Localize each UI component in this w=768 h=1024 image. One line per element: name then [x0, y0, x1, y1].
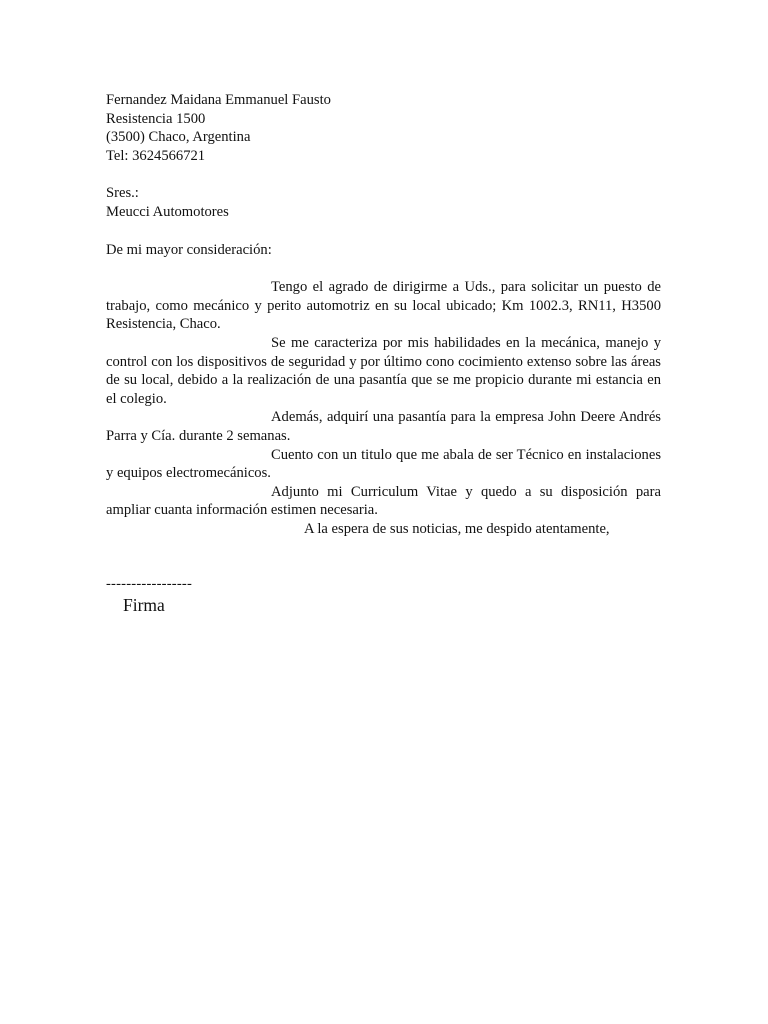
recipient-salutation: Sres.:	[106, 185, 139, 202]
greeting: De mi mayor consideración:	[106, 241, 272, 258]
sender-phone: Tel: 3624566721	[106, 147, 206, 164]
body-paragraph: Además, adquirí una pasantía para la empresa John Deere Andrés Parra y Cía. durante 2 semanas.	[106, 409, 661, 444]
sender-city: (3500) Chaco, Argentina	[106, 129, 251, 146]
recipient-company: Meucci Automotores	[106, 203, 229, 220]
sender-block	[106, 91, 661, 165]
signature-block	[106, 575, 661, 616]
body-paragraph: Cuento con un titulo que me abala de ser Técnico en instalaciones y equipos electromecánicos.	[106, 446, 661, 482]
closing-line: A la espera de sus noticias, me despido atentamente,	[304, 520, 610, 537]
spacer	[106, 222, 661, 241]
body-paragraph: Se me caracteriza por mis habilidades en la mecánica, manejo y control con los dispositivos de seguridad y por último cono cocimiento extenso sobre las áreas de su local, debido a la realización de una pasantía que se me propicio durante mi estancia en el colegio.	[106, 334, 661, 407]
letter-document	[106, 91, 661, 616]
signature-label: Firma	[123, 595, 165, 616]
recipient-block	[106, 184, 661, 221]
body-paragraph: Tengo el agrado de dirigirme a Uds., para solicitar un puesto de trabajo, como mecánico y perito automotriz en su local ubicado; Km 1002.3, RN11, H3500 Resistencia, Chaco.	[106, 279, 661, 333]
signature-line: -----------------	[106, 576, 193, 593]
sender-name: Fernandez Maidana Emmanuel Fausto	[106, 92, 331, 108]
spacer	[106, 165, 661, 184]
letter-body	[106, 278, 661, 538]
spacer	[106, 259, 661, 278]
body-paragraph: Adjunto mi Curriculum Vitae y quedo a su disposición para ampliar cuanta información estimen necesaria.	[106, 483, 661, 519]
sender-address: Resistencia 1500	[106, 110, 206, 127]
